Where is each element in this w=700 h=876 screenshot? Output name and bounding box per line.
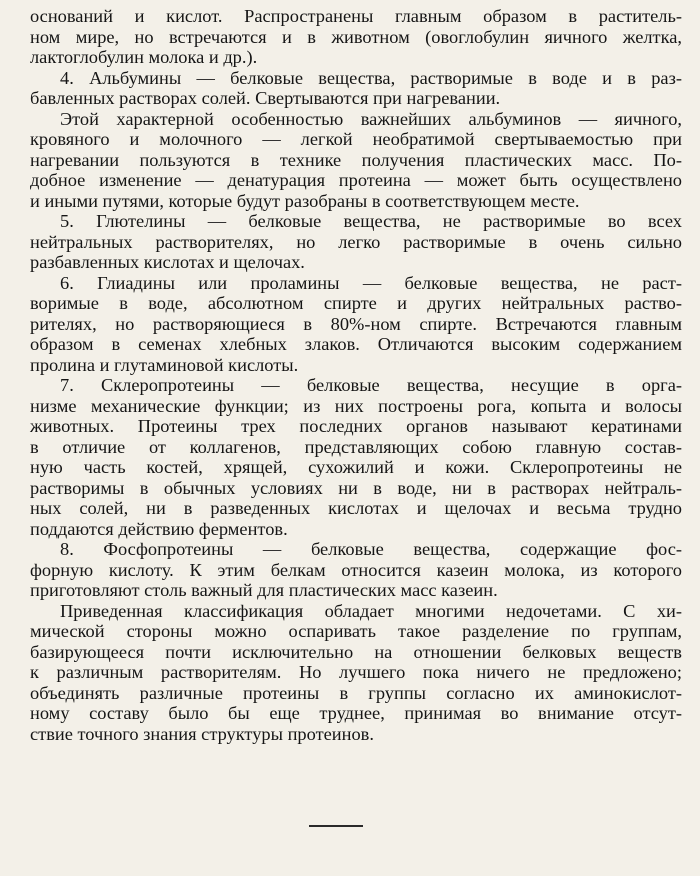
text-line: 6. Глиадины или проламины — белковые вещества, не раст- <box>60 272 682 293</box>
text-line: мической стороны можно оспаривать такое разделение по группам, <box>30 621 682 641</box>
text-line: кровяного и молочного — легкой необратимой свертываемостью при <box>30 129 682 149</box>
body-text <box>30 6 682 744</box>
text-line: ному составу было бы еще труднее, принимая во внимание отсут- <box>30 703 682 723</box>
text-line: объединять различные протеины в группы согласно их аминокислот- <box>30 682 682 703</box>
text-line: приготовляют столь важный для пластических масс казеин. <box>30 580 498 600</box>
text-line: в отличие от коллагенов, представляющих собою главную состав- <box>30 436 682 457</box>
text-line: Приведенная классификация обладает многими недочетами. С хи- <box>60 600 682 621</box>
text-line: животных. Протеины трех последних органов называют кератинами <box>30 416 682 436</box>
text-line: нагревании пользуются в технике получения пластических масс. По- <box>30 149 682 170</box>
text-line: добное изменение — денатурация протеина — может быть осуществлено <box>30 170 682 190</box>
text-line: базирующееся почти исключительно на отношении белковых веществ <box>30 641 682 662</box>
text-line: Этой характерной особенностью важнейших альбуминов — яичного, <box>60 108 682 129</box>
text-line: и иными путями, которые будут разобраны в соответствующем месте. <box>30 190 580 211</box>
text-line: ных солей, ни в разведенных кислотах и щелочах и весьма трудно <box>30 498 682 518</box>
text-line: оснований и кислот. Распространены главным образом в раститель- <box>30 6 682 26</box>
text-line: 5. Глютелины — белковые вещества, не растворимые во всех <box>60 211 682 231</box>
section-end-rule <box>309 825 363 827</box>
text-line: ную часть костей, хрящей, сухожилий и кожи. Склеропротеины не <box>30 457 682 477</box>
text-line: 8. Фосфопротеины — белковые вещества, содержащие фос- <box>60 539 682 559</box>
text-line: воримые в воде, абсолютном спирте и других нейтральных раство- <box>30 293 682 313</box>
text-line: к различным растворителям. Но лучшего пока ничего не предложено; <box>30 662 682 682</box>
text-line: ном мире, но встречаются и в животном (овоглобулин яичного желтка, <box>30 26 682 47</box>
text-line: пролина и глутаминовой кислоты. <box>30 354 299 375</box>
text-line: 4. Альбумины — белковые вещества, растворимые в воде и в раз- <box>60 67 682 88</box>
text-line: бавленных растворах солей. Свертываются при нагревании. <box>30 88 501 108</box>
text-line: лактоглобулин молока и др.). <box>30 47 258 67</box>
text-line: поддаются действию ферментов. <box>30 518 288 539</box>
text-line: нейтральных растворителях, но легко растворимые в очень сильно <box>30 231 682 252</box>
document-page <box>30 6 682 744</box>
text-line: разбавленных кислотах и щелочах. <box>30 252 305 272</box>
text-line: ствие точного знания структуры протеинов. <box>30 723 374 744</box>
text-line: образом в семенах хлебных злаков. Отличаются высоким содержанием <box>30 334 682 354</box>
text-line: рителях, но растворяющиеся в 80%-ном спирте. Встречаются главным <box>30 313 682 334</box>
text-line: растворимы в обычных условиях ни в воде, ни в растворах нейтраль- <box>30 477 682 498</box>
text-line: 7. Склеропротеины — белковые вещества, несущие в орга- <box>60 375 682 395</box>
text-line: форную кислоту. К этим белкам относится казеин молока, из которого <box>30 559 682 580</box>
text-line: низме механические функции; из них построены рога, копыта и волосы <box>30 395 682 416</box>
